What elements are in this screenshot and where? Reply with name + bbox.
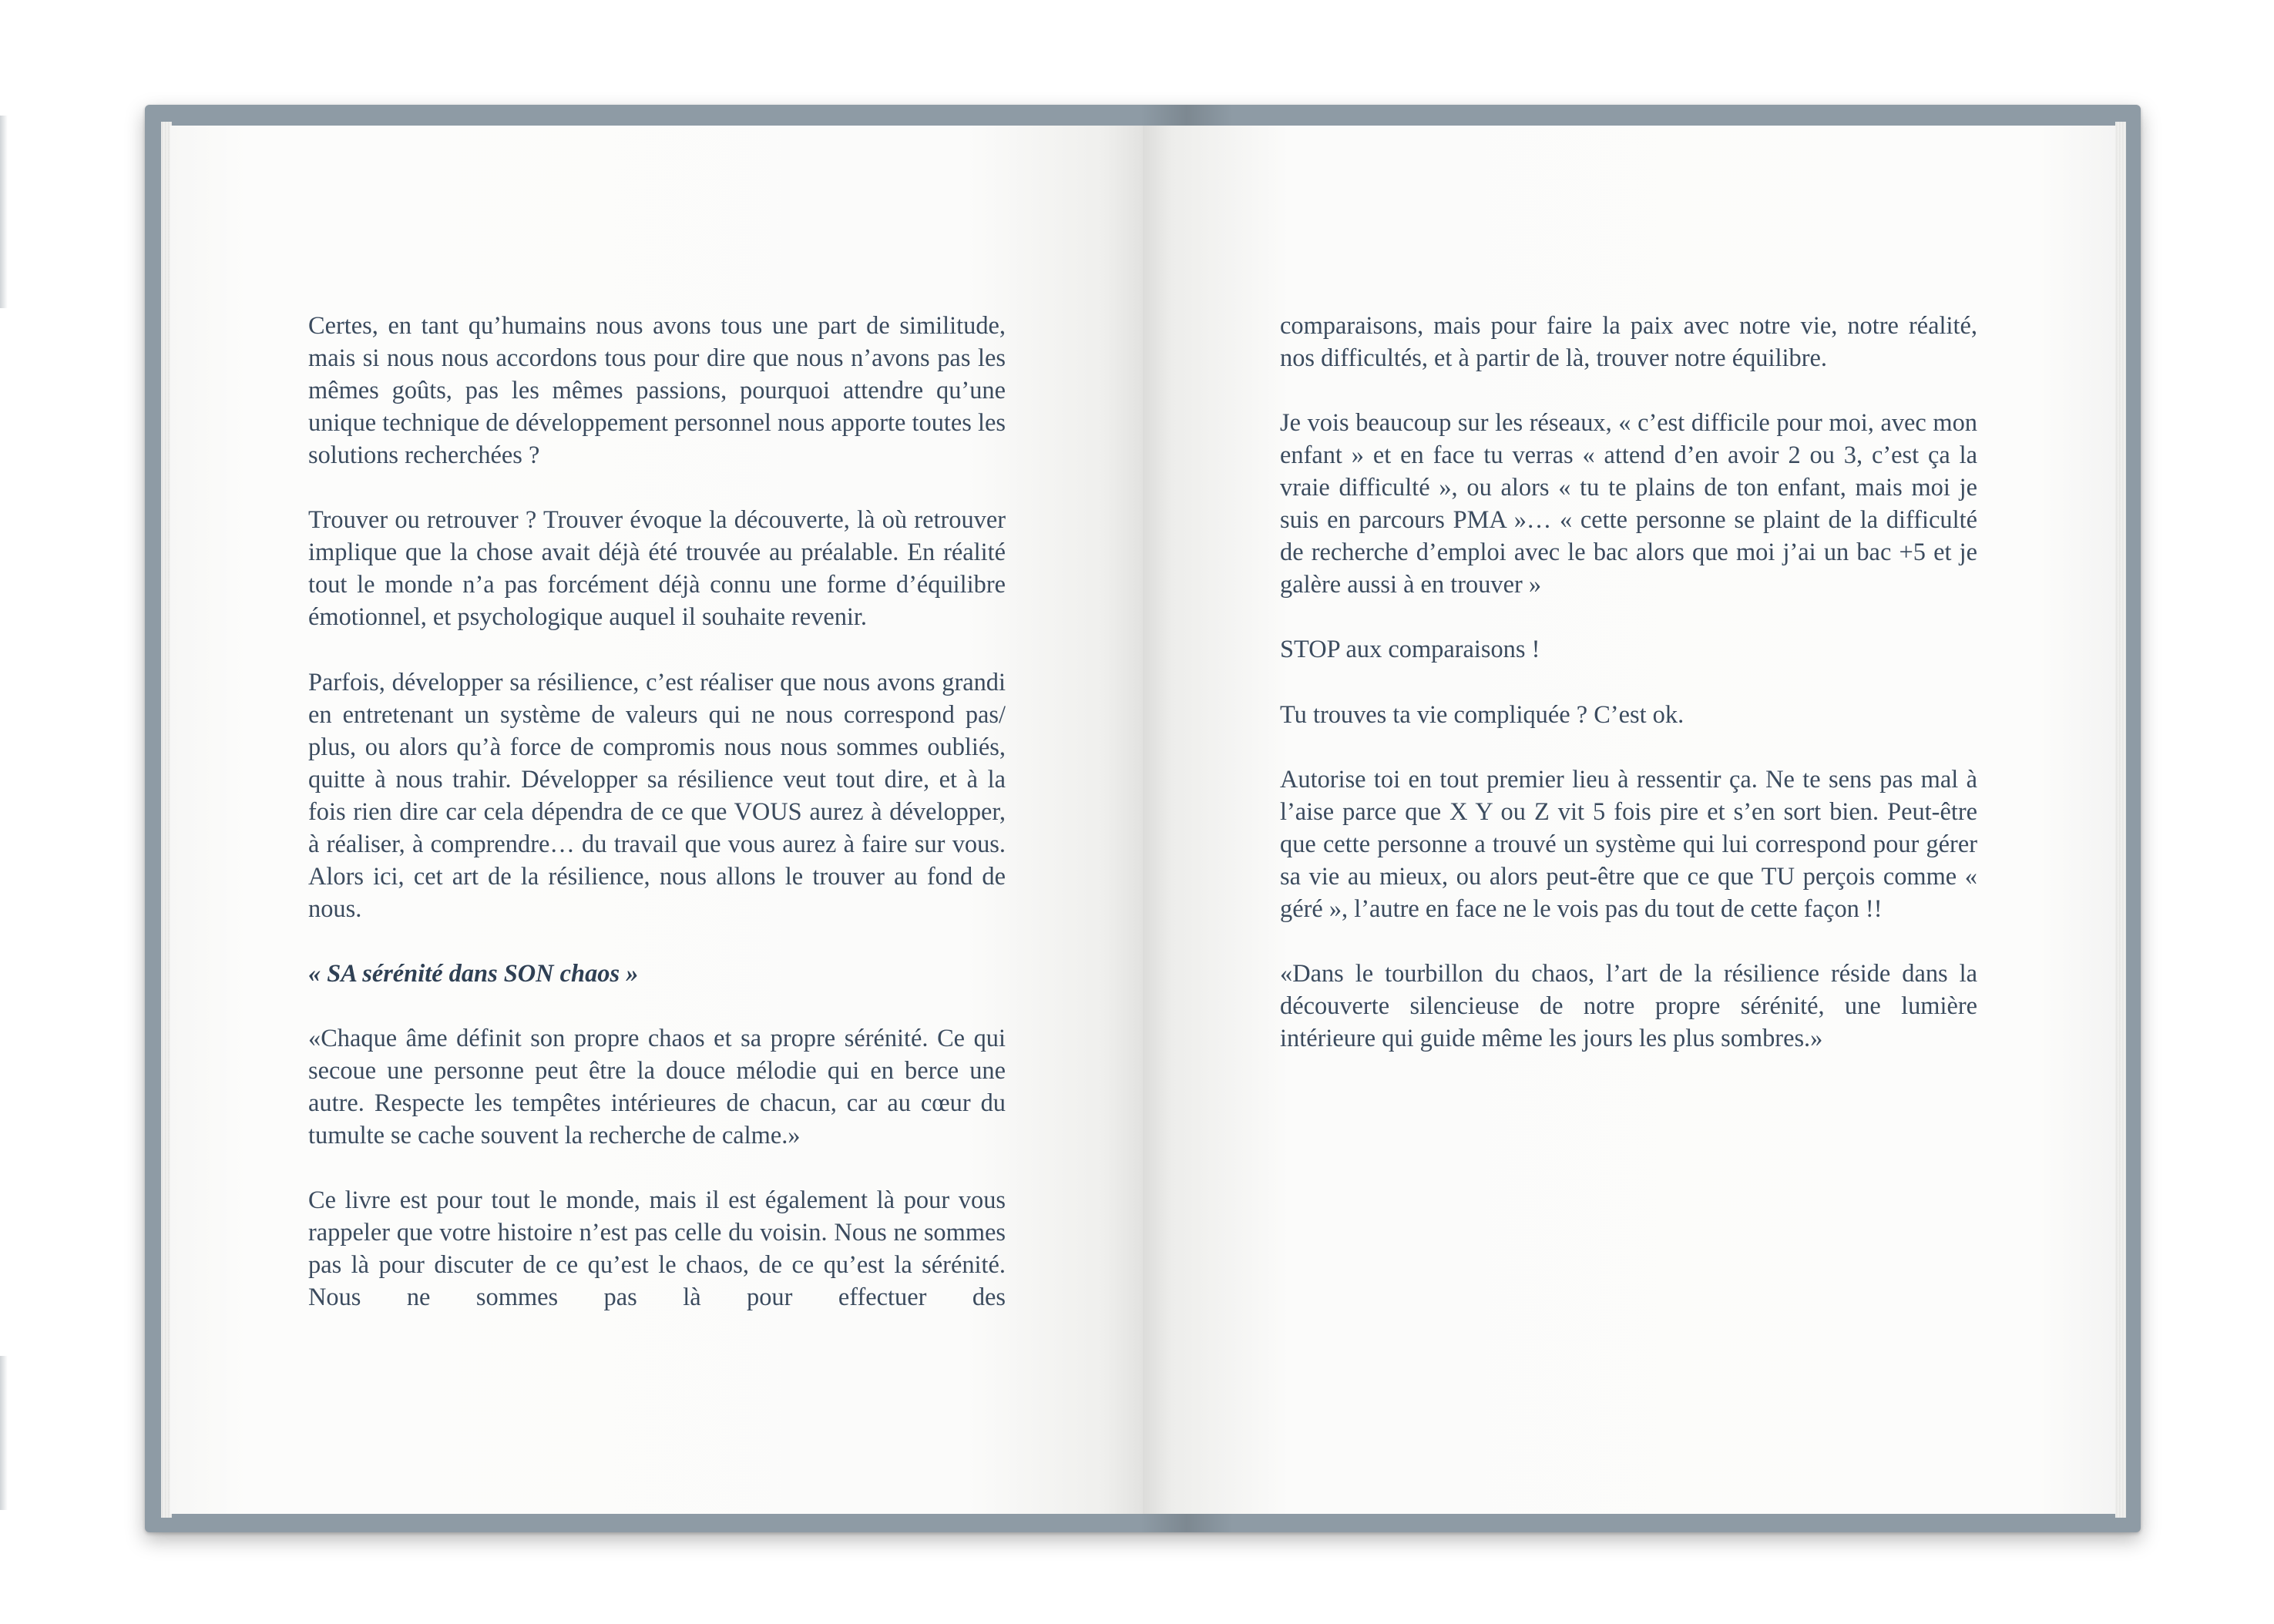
- paragraph: Certes, en tant qu’humains nous avons tous une part de similitude, mais si nous nous accordons tous pour dire que nous n’avons pas les mêmes goûts, pas les mêmes passions, pourquoi attendre qu’une unique technique de développement personnel nous apporte toutes les solutions recherchées ?: [308, 312, 1006, 470]
- paragraph: Tu trouves ta vie compliquée ? C’est ok.: [1280, 700, 1685, 729]
- section-heading: « SA sérénité dans SON chaos »: [308, 959, 639, 988]
- right-page-text: [1280, 310, 1977, 1087]
- quote-paragraph: «Chaque âme définit son propre chaos et sa propre sérénité. Ce qui secoue une personne peut être la douce mélodie qui en berce une autre. Respecte les tempêtes intérieures de chacun, car au cœur du tumulte se cache souvent la recherche de calme.»: [308, 1025, 1006, 1150]
- paragraph: Je vois beaucoup sur les réseaux, « c’est difficile pour moi, avec mon enfant » et en face tu verras « attend d’en avoir 2 ou 3, c’est ça la vraie difficulté », ou alors « tu te plains de ton enfant, mais moi je suis en parcours PMA »… « cette personne se plaint de la difficulté de recherche d’emploi avec le bac alors que moi j’ai un bac +5 et je galère aussi à en trouver »: [1280, 409, 1977, 599]
- paragraph: Parfois, développer sa résilience, c’est réaliser que nous avons grandi en entretenant un système de valeurs qui ne nous correspond pas/ plus, ou alors qu’à force de compromis nous nous sommes oubliés, quitte à nous trahir. Développer sa résilience veut tout dire, et à la fois rien dire car cela dépendra de ce que VOUS aurez à développer, à réaliser, à comprendre… du travail que vous aurez à faire sur vous. Alors ici, cet art de la résilience, nous allons le trouver au fond de nous.: [308, 668, 1006, 923]
- adjacent-book-shadow: [0, 116, 8, 308]
- paragraph: Ce livre est pour tout le monde, mais il est également là pour vous rappeler que votre histoire n’est pas celle du voisin. Nous ne sommes pas là pour discuter de ce qu’est le chaos, de ce qu’est la sérénité. Nous ne sommes pas là pour effectuer des: [308, 1186, 1006, 1312]
- left-page-text: [308, 310, 1006, 1347]
- adjacent-book-shadow: [0, 1356, 8, 1510]
- paragraph: Autorise toi en tout premier lieu à ressentir ça. Ne te sens pas mal à l’aise parce que X Y ou Z vit 5 fois pire et s’en sort bien. Peut-être que cette personne a trouvé un système qui lui correspond pour gérer sa vie au mieux, ou alors peut-être que ce que TU perçois comme « géré », l’autre en face ne le vois pas du tout de cette façon !!: [1280, 765, 1977, 923]
- paragraph: STOP aux comparaisons !: [1280, 636, 1540, 664]
- right-page-edges: [2115, 122, 2126, 1518]
- paragraph: comparaisons, mais pour faire la paix avec notre vie, notre réalité, nos difficultés, et à partir de là, trouver notre équilibre.: [1280, 312, 1977, 373]
- paragraph: Trouver ou retrouver ? Trouver évoque la découverte, là où retrouver implique que la chose avait déjà été trouvée au préalable. En réalité tout le monde n’a pas forcément déjà connu une forme d’équilibre émotionnel, et psychologique auquel il souhaite revenir.: [308, 506, 1006, 632]
- quote-paragraph: «Dans le tourbillon du chaos, l’art de la résilience réside dans la découverte silencieuse de notre propre sérénité, une lumière intérieure qui guide même les jours les plus sombres.»: [1280, 959, 1977, 1053]
